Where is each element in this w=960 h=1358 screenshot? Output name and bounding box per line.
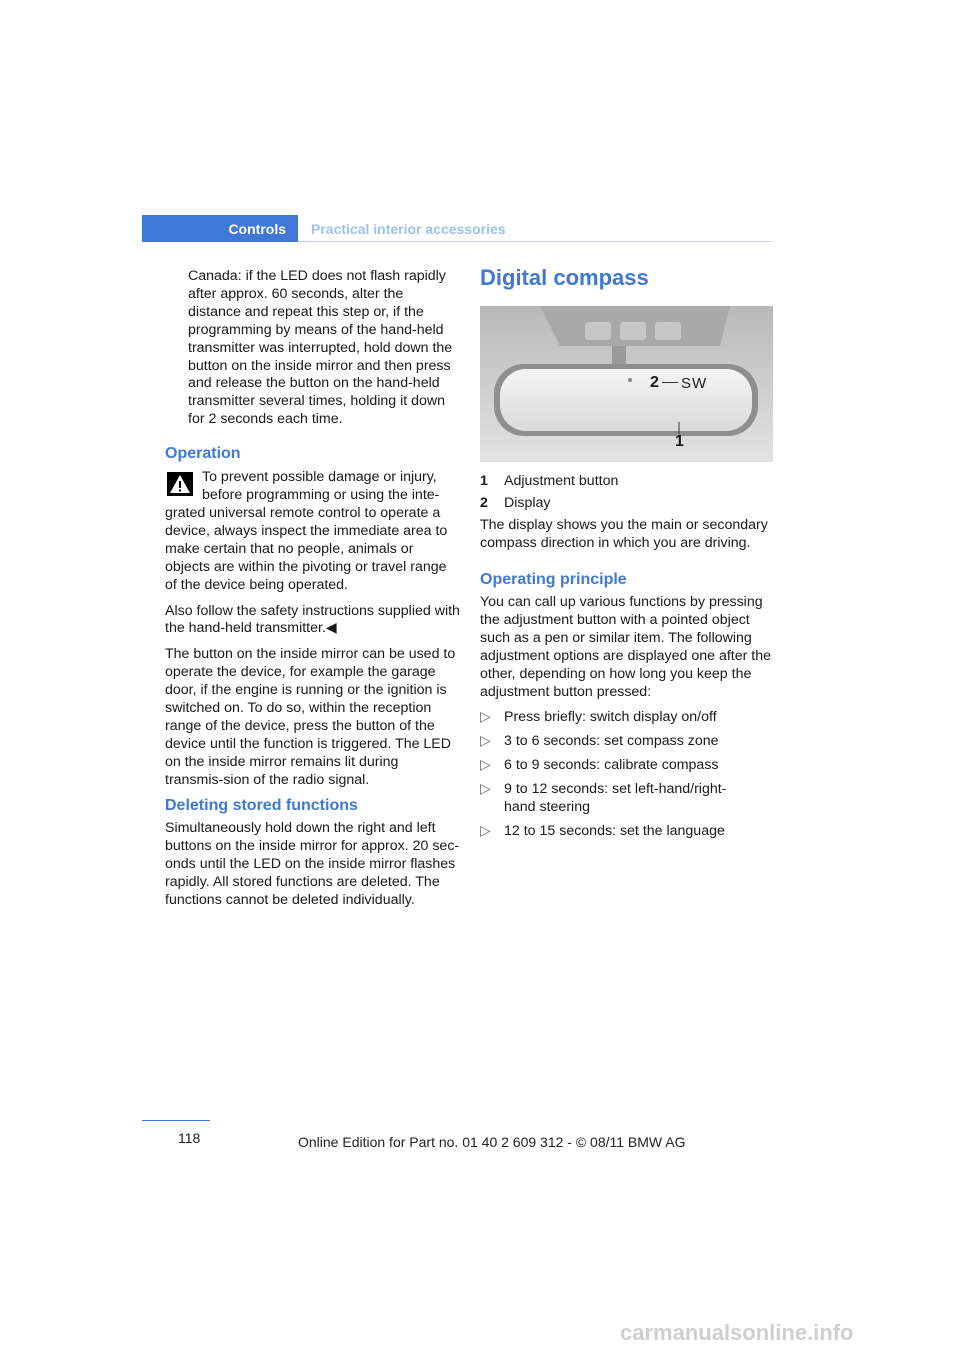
list-item [480, 823, 773, 841]
operation-heading: Operation [165, 445, 241, 462]
deleting-body [165, 820, 460, 918]
legend-num: 2 [480, 494, 488, 511]
compass-heading: Digital compass [480, 265, 649, 290]
mirror-figure [480, 306, 773, 462]
principle-heading-wrap [480, 571, 627, 589]
callout-2-leader [662, 382, 678, 383]
compass-display: SW [681, 375, 708, 392]
list-item [480, 781, 773, 817]
warning-icon [167, 472, 193, 501]
button-text: The button on the inside mirror can be used to operate the device, for example the garage door, if the engine is running or the ignition is switched on. To do so, within the reception range of the device, press the button of the device until the function is triggered. The LED on the inside mirror remains lit during transmis-sion of the radio signal. [165, 646, 456, 788]
display-text: The display shows you the main or secondary compass direction in which you are driving. [480, 516, 768, 551]
bullet-text: Press briefly: switch display on/off [504, 709, 717, 726]
deleting-heading: Deleting stored functions [165, 797, 358, 814]
deleting-heading-wrap [165, 797, 358, 815]
principle-body [480, 594, 773, 847]
legend-item [480, 473, 773, 491]
bullet-marker: ▷ [480, 733, 491, 750]
operation-heading-wrap [165, 445, 241, 463]
header-rule [298, 241, 772, 242]
principle-heading: Operating principle [480, 571, 627, 588]
bullet-marker: ▷ [480, 781, 491, 798]
legend-num: 1 [480, 473, 488, 489]
page-number: 118 [178, 1130, 201, 1146]
footer-rule [142, 1120, 210, 1121]
bullet-marker: ▷ [480, 709, 491, 726]
section-label: Controls [228, 221, 286, 237]
legend-label: Display [504, 494, 551, 511]
callout-1: 1 [675, 433, 684, 450]
bullet-text: 6 to 9 seconds: calibrate compass [504, 757, 719, 774]
list-item [480, 733, 773, 751]
edition-note: Online Edition for Part no. 01 40 2 609 312 - © 08/11 BMW AG [298, 1134, 686, 1150]
legend-item [480, 495, 773, 513]
warning-first-lines [202, 469, 460, 505]
intro-paragraph [188, 268, 460, 437]
bullet-text: 12 to 15 seconds: set the language [504, 822, 725, 839]
section-tab [142, 215, 298, 242]
page-section-title: Practical interior accessories [311, 221, 506, 237]
callout-2: 2 [650, 374, 659, 391]
bullet-text: 9 to 12 seconds: set left-hand/right-hand steering [504, 781, 727, 816]
bullet-marker: ▷ [480, 757, 491, 774]
warning-body [165, 505, 460, 798]
deleting-text: Simultaneously hold down the right and left buttons on the inside mirror for approx. 20 sec-onds until the LED on the inside mirror flashes rapidly. All stored functions are deleted. The functions cannot be deleted individually. [165, 820, 460, 908]
figure-legend [480, 473, 773, 561]
list-item [480, 757, 773, 775]
bullet-marker: ▷ [480, 822, 491, 839]
bullet-text: 3 to 6 seconds: set compass zone [504, 733, 719, 750]
list-item [480, 709, 773, 727]
watermark: carmanualsonline.info [620, 1320, 854, 1345]
safety-text: Also follow the safety instructions supplied with the hand-held transmitter.◀ [165, 602, 460, 637]
warning-first-text: To prevent possible damage or injury, before programming or using the inte- [202, 469, 440, 503]
intro-text: Canada: if the LED does not flash rapidly after approx. 60 seconds, alter the distance and repeat this step or, if the programming by means of the hand-held transmitter was interrupted, hold down the button on the inside mirror and then press and release the button on the hand-held transmitter several times, holding it down for 2 seconds each time. [188, 268, 453, 428]
legend-label: Adjustment button [504, 473, 619, 489]
compass-heading-wrap [480, 265, 649, 291]
warning-rest-text: grated universal remote control to operate a device, always inspect the immediate area to make certain that no people, animals or objects are within the pivoting or travel range of the device being operated. [165, 505, 448, 593]
principle-text: You can call up various functions by pressing the adjustment button with a pointed object such as a pen or similar item. The following adjustment options are displayed one after the other, depending on how long you keep the adjustment button pressed: [480, 594, 772, 700]
